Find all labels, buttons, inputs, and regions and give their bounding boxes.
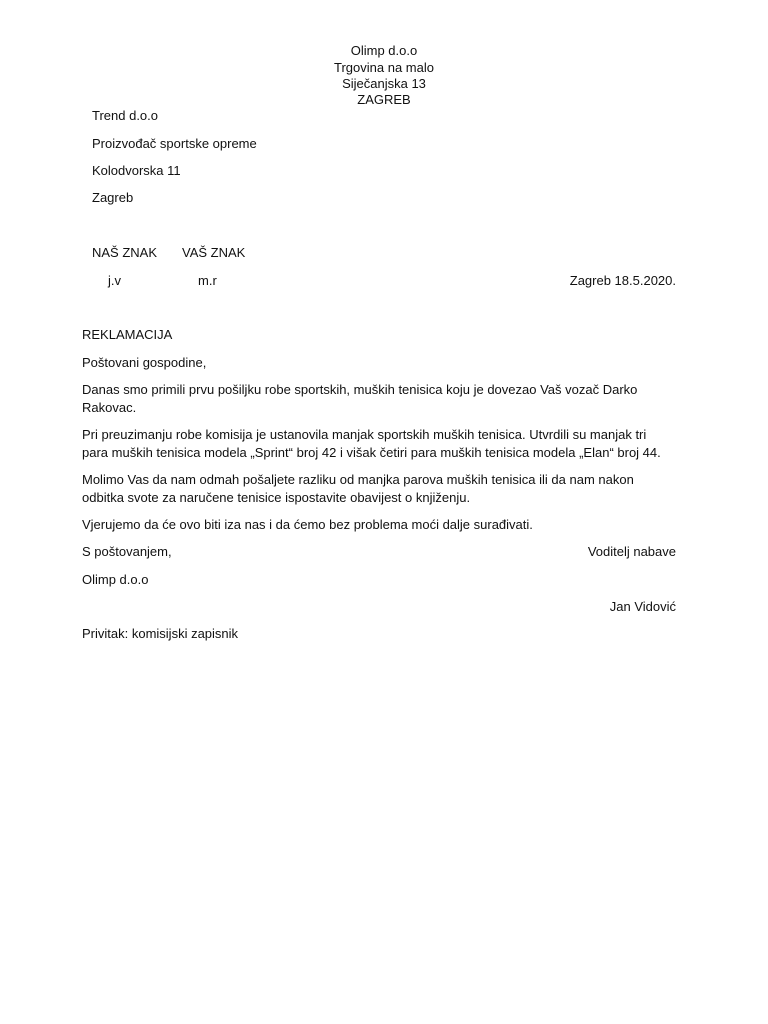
our-reference-label: NAŠ ZNAK [92,245,158,260]
paragraph-line: para muških tenisica modela „Sprint“ broj 42 i višak četiri para muških tenisica modela „Elan“ broj 44. [82,445,661,460]
paragraph-line: odbitka svote za naručene tenisice ispostavite obavijest o knjiženju. [82,490,471,505]
paragraph-line: Danas smo primili prvu pošiljku robe sportskih, muških tenisica koju je dovezao Vaš vozač Darko [82,382,638,397]
body-paragraph-2 [82,426,682,462]
your-reference-label: VAŠ ZNAK [182,245,246,260]
sender-city: ZAGREB [357,92,411,107]
sender-company: Olimp d.o.o [350,43,418,58]
your-reference-value: m.r [198,273,217,288]
letter-subject: REKLAMACIJA [82,327,173,342]
closing-role: Voditelj nabave [587,544,676,559]
recipient-company: Trend d.o.o [92,108,159,123]
body-paragraph-4 [82,516,682,534]
letter-date: Zagreb 18.5.2020. [569,273,676,288]
signatory-name: Jan Vidović [609,599,676,614]
attachment-note: Privitak: komisijski zapisnik [82,626,239,641]
sender-activity: Trgovina na malo [334,60,434,75]
recipient-city: Zagreb [92,190,134,205]
our-reference-value: j.v [108,273,121,288]
closing-company: Olimp d.o.o [82,572,149,587]
body-paragraph-1 [82,381,682,417]
closing-regards: S poštovanjem, [82,544,172,559]
paragraph-line: Vjerujemo da će ovo biti iza nas i da ćemo bez problema moći dalje surađivati. [82,517,533,532]
salutation: Poštovani gospodine, [82,355,207,370]
paragraph-line: Rakovac. [82,400,137,415]
recipient-activity: Proizvođač sportske opreme [92,136,257,151]
paragraph-line: Pri preuzimanju robe komisija je ustanovila manjak sportskih muških tenisica. Utvrdili su manjak tri [82,427,647,442]
sender-street: Siječanjska 13 [342,76,426,91]
paragraph-line: Molimo Vas da nam odmah pošaljete razliku od manjka parova muških tenisica ili da nam nakon [82,472,634,487]
recipient-street: Kolodvorska 11 [92,163,181,178]
body-paragraph-3 [82,471,682,507]
